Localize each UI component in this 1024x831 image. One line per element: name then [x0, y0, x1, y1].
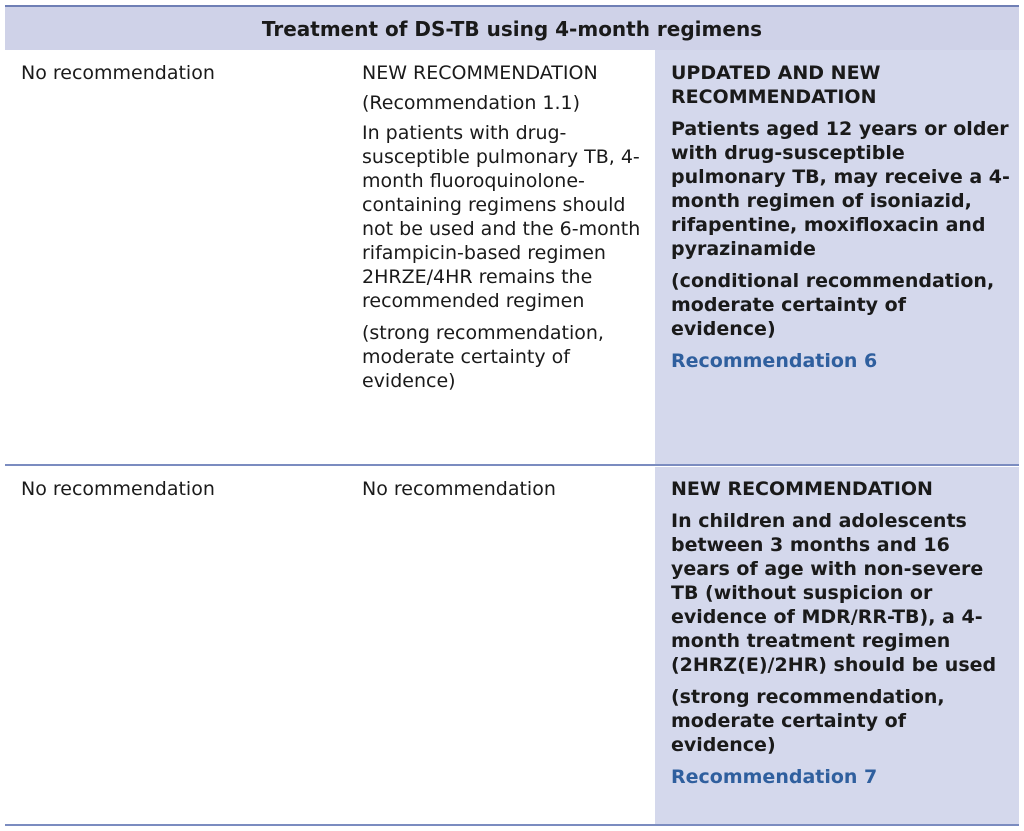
- row-2-previous-recommendation: [21, 477, 341, 509]
- row-1-current-recommendation: [671, 61, 1011, 381]
- row-2-interim-recommendation: [362, 477, 647, 509]
- recommendation-reference: (Recommendation 1.1): [362, 92, 581, 114]
- recommendation-heading: NEW RECOMMENDATION: [362, 62, 598, 84]
- recommendation-strength: (strong recommendation, moderate certainty of evidence): [362, 322, 604, 392]
- cell-text: No recommendation: [21, 62, 215, 84]
- recommendation-strength: (conditional recommendation, moderate certainty of evidence): [671, 270, 995, 340]
- recommendation-link[interactable]: Recommendation 7: [671, 766, 878, 788]
- recommendation-body: Patients aged 12 years or older with drug-susceptible pulmonary TB, may receive a 4-month regimen of isoniazid, rifapentine, moxifloxacin and pyrazinamide: [671, 118, 1010, 260]
- recommendation-heading: No recommendation: [362, 478, 556, 500]
- row-divider: [5, 464, 1019, 466]
- table-title: Treatment of DS-TB using 4-month regimens: [261, 16, 763, 41]
- row-1-interim-recommendation: [362, 61, 647, 401]
- table-header: [5, 5, 1019, 50]
- row-2-current-recommendation: [671, 477, 1011, 797]
- recommendation-body: In patients with drug-susceptible pulmonary TB, 4-month fluoroquinolone-containing regimens should not be used and the 6-month rifampicin-based regimen 2HRZE/4HR remains the recommended regimen: [362, 122, 641, 312]
- recommendation-heading: UPDATED AND NEW RECOMMENDATION: [671, 62, 881, 108]
- table-bottom-border: [5, 824, 1019, 826]
- recommendation-link[interactable]: Recommendation 6: [671, 350, 878, 372]
- cell-text: No recommendation: [21, 478, 215, 500]
- recommendation-body: In children and adolescents between 3 months and 16 years of age with non-severe TB (without suspicion or evidence of MDR/RR-TB), a 4-month treatment regimen (2HRZ(E)/2HR) should be used: [671, 510, 997, 676]
- recommendation-heading: NEW RECOMMENDATION: [671, 478, 933, 500]
- row-1-previous-recommendation: [21, 61, 341, 93]
- recommendation-strength: (strong recommendation, moderate certainty of evidence): [671, 686, 945, 756]
